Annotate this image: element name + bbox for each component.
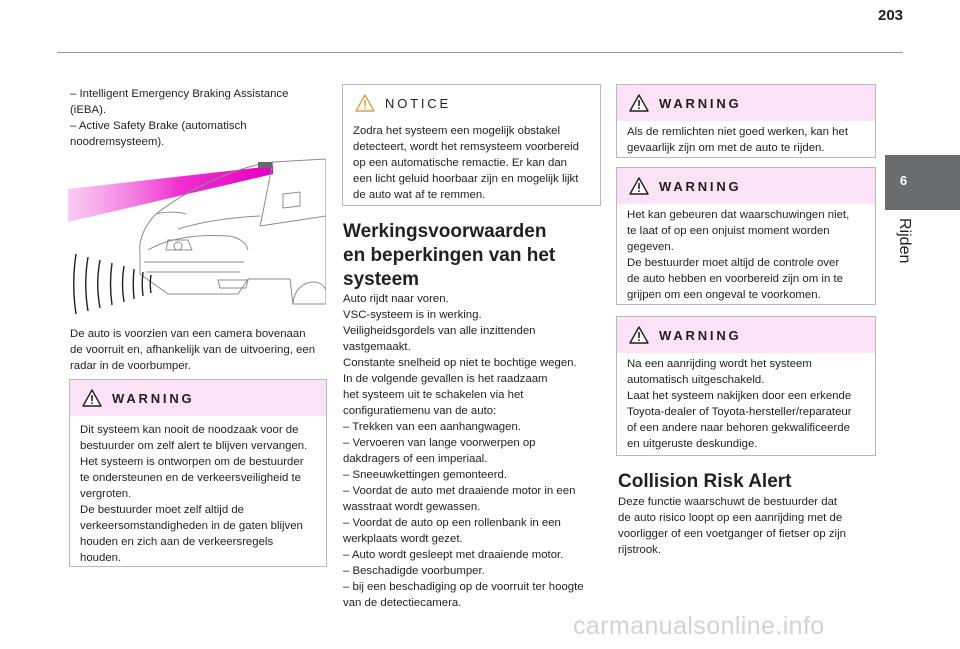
warning-body [70, 416, 326, 574]
warning-line: Het kan gebeuren dat waarschuwingen niet, [627, 209, 850, 221]
body-line: van de detectiecamera. [343, 597, 462, 609]
warning-icon [629, 177, 649, 195]
body-line: – Sneeuwkettingen gemonteerd. [343, 469, 508, 481]
warning-header [617, 85, 875, 121]
collision-risk-text [618, 494, 880, 558]
warning-line: Als de remlichten niet goed werken, kan het [627, 126, 848, 138]
warning-line: te ondersteunen en de verkeersveiligheid te [80, 472, 301, 484]
warning-icon [629, 94, 649, 112]
body-line: vastgemaakt. [343, 341, 411, 353]
warning-line: te laat of op een onjuist moment worden [627, 225, 830, 237]
warning-line: Het systeem is ontworpen om de bestuurder [80, 456, 304, 468]
warning-line: gegeven. [627, 241, 674, 253]
body-line: dakdragers of een imperiaal. [343, 453, 488, 465]
body-line: – Auto wordt gesleept met draaiende motor. [343, 549, 564, 561]
warning-title: WARNING [659, 327, 742, 343]
body-line: wasstraat wordt gewassen. [343, 501, 481, 513]
warning-line: houden en zich aan de verkeersregels [80, 536, 274, 548]
body-line: VSC-systeem is in werking. [343, 309, 482, 321]
warning-header [70, 380, 326, 416]
warning-line: de auto hebben en voorbereid zijn om in te [627, 273, 843, 285]
warning-title: WARNING [112, 390, 195, 406]
warning-line: automatisch uitgeschakeld. [627, 374, 765, 386]
notice-body [343, 121, 600, 211]
body-line: het systeem uit te schakelen via het [343, 389, 524, 401]
warning-body [617, 353, 875, 460]
camera-beam [68, 166, 273, 222]
notice-line: de auto wat af te remmen. [353, 189, 486, 201]
warning-icon [82, 389, 102, 407]
watermark: carmanualsonline.info [573, 612, 825, 640]
body-line: de auto risico loopt op een aanrijding met de [618, 512, 843, 524]
warning-box-timing [616, 167, 876, 305]
warning-line: Na een aanrijding wordt het systeem [627, 358, 812, 370]
list-line: – Intelligent Emergency Braking Assistance [70, 88, 289, 100]
warning-line: houden. [80, 552, 122, 564]
body-line: werkplaats wordt gezet. [343, 533, 463, 545]
caption-line: de voorruit en, afhankelijk van de uitvoering, een [70, 344, 316, 356]
body-line: Veiligheidsgordels van alle inzittenden [343, 325, 536, 337]
warning-box-alertness [69, 379, 327, 567]
page-number: 203 [878, 7, 904, 24]
body-line: – Beschadigde voorbumper. [343, 565, 485, 577]
warning-title: WARNING [659, 178, 742, 194]
notice-line: detecteert, wordt het remsysteem voorbereid [353, 141, 580, 153]
body-line: Constante snelheid op niet te bochtige wegen. [343, 357, 577, 369]
heading-line: systeem [343, 269, 420, 290]
body-line: Auto rijdt naar voren. [343, 293, 449, 305]
body-line: Deze functie waarschuwt de bestuurder dat [618, 496, 838, 508]
chapter-tab [885, 155, 960, 210]
list-line: noodremsysteem). [70, 136, 165, 148]
body-line: – Voordat de auto op een rollenbank in een [343, 517, 561, 529]
warning-box-brakelights [616, 84, 876, 158]
warning-body [617, 204, 875, 311]
body-line: – bij een beschadiging op de voorruit ter hoogte [343, 581, 584, 593]
warning-line: grijpen om een ongeval te voorkomen. [627, 289, 821, 301]
chapter-label: Rijden [896, 218, 913, 264]
section-heading-conditions [343, 220, 603, 292]
warning-line: verkeersomstandigheden in de gaten blijven [80, 520, 303, 532]
warning-header [617, 317, 875, 353]
header-rule [57, 52, 903, 53]
warning-body [617, 121, 875, 164]
section-heading-collision-risk: Collision Risk Alert [618, 471, 792, 492]
notice-icon [355, 94, 375, 112]
camera [258, 162, 272, 168]
notice-box [342, 84, 601, 206]
body-line: In de volgende gevallen is het raadzaam [343, 373, 548, 385]
notice-title: NOTICE [385, 95, 451, 111]
notice-header [343, 85, 600, 121]
intro-list [70, 86, 330, 150]
caption-line: De auto is voorzien van een camera bovenaan [70, 328, 306, 340]
body-line: voorligger of een voetganger of fietser op zijn [618, 528, 846, 540]
warning-line: De bestuurder moet altijd de controle over [627, 257, 840, 269]
body-line: – Voordat de auto met draaiende motor in een [343, 485, 576, 497]
chapter-number: 6 [899, 173, 908, 188]
list-line: – Active Safety Brake (automatisch [70, 120, 247, 132]
warning-line: vergroten. [80, 488, 132, 500]
conditions-text [343, 291, 605, 611]
heading-line: en beperkingen van het [343, 245, 556, 266]
notice-line: Zodra het systeem een mogelijk obstakel [353, 125, 561, 137]
body-line: – Trekken van een aanhangwagen. [343, 421, 521, 433]
warning-line: Dit systeem kan nooit de noodzaak voor de [80, 424, 299, 436]
warning-header [617, 168, 875, 204]
warning-line: of een andere naar behoren gekwalificeerde [627, 422, 850, 434]
body-line: – Vervoeren van lange voorwerpen op [343, 437, 536, 449]
body-line: rijstrook. [618, 544, 662, 556]
notice-line: een licht geluid hoorbaar zijn en mogelijk lijkt [353, 173, 579, 185]
warning-box-collision [616, 316, 876, 456]
illustration-caption [70, 326, 332, 374]
notice-line: op een automatische remactie. Er kan dan [353, 157, 568, 169]
list-line: (iEBA). [70, 104, 107, 116]
warning-line: gevaarlijk zijn om met de auto te rijden. [627, 142, 825, 154]
warning-line: Laat het systeem nakijken door een erkende [627, 390, 852, 402]
heading-line: Werkingsvoorwaarden [343, 221, 547, 242]
warning-icon [629, 326, 649, 344]
warning-line: en uitgeruste deskundige. [627, 438, 758, 450]
warning-line: De bestuurder moet zelf altijd de [80, 504, 244, 516]
warning-title: WARNING [659, 95, 742, 111]
warning-line: bestuurder om zelf alert te blijven vervangen. [80, 440, 308, 452]
warning-line: Toyota-dealer of Toyota-hersteller/reparateur [627, 406, 852, 418]
caption-line: radar in de voorbumper. [70, 360, 191, 372]
radar-waves [74, 254, 151, 314]
body-line: configuratiemenu van de auto: [343, 405, 497, 417]
car-camera-radar-illustration [68, 154, 326, 320]
